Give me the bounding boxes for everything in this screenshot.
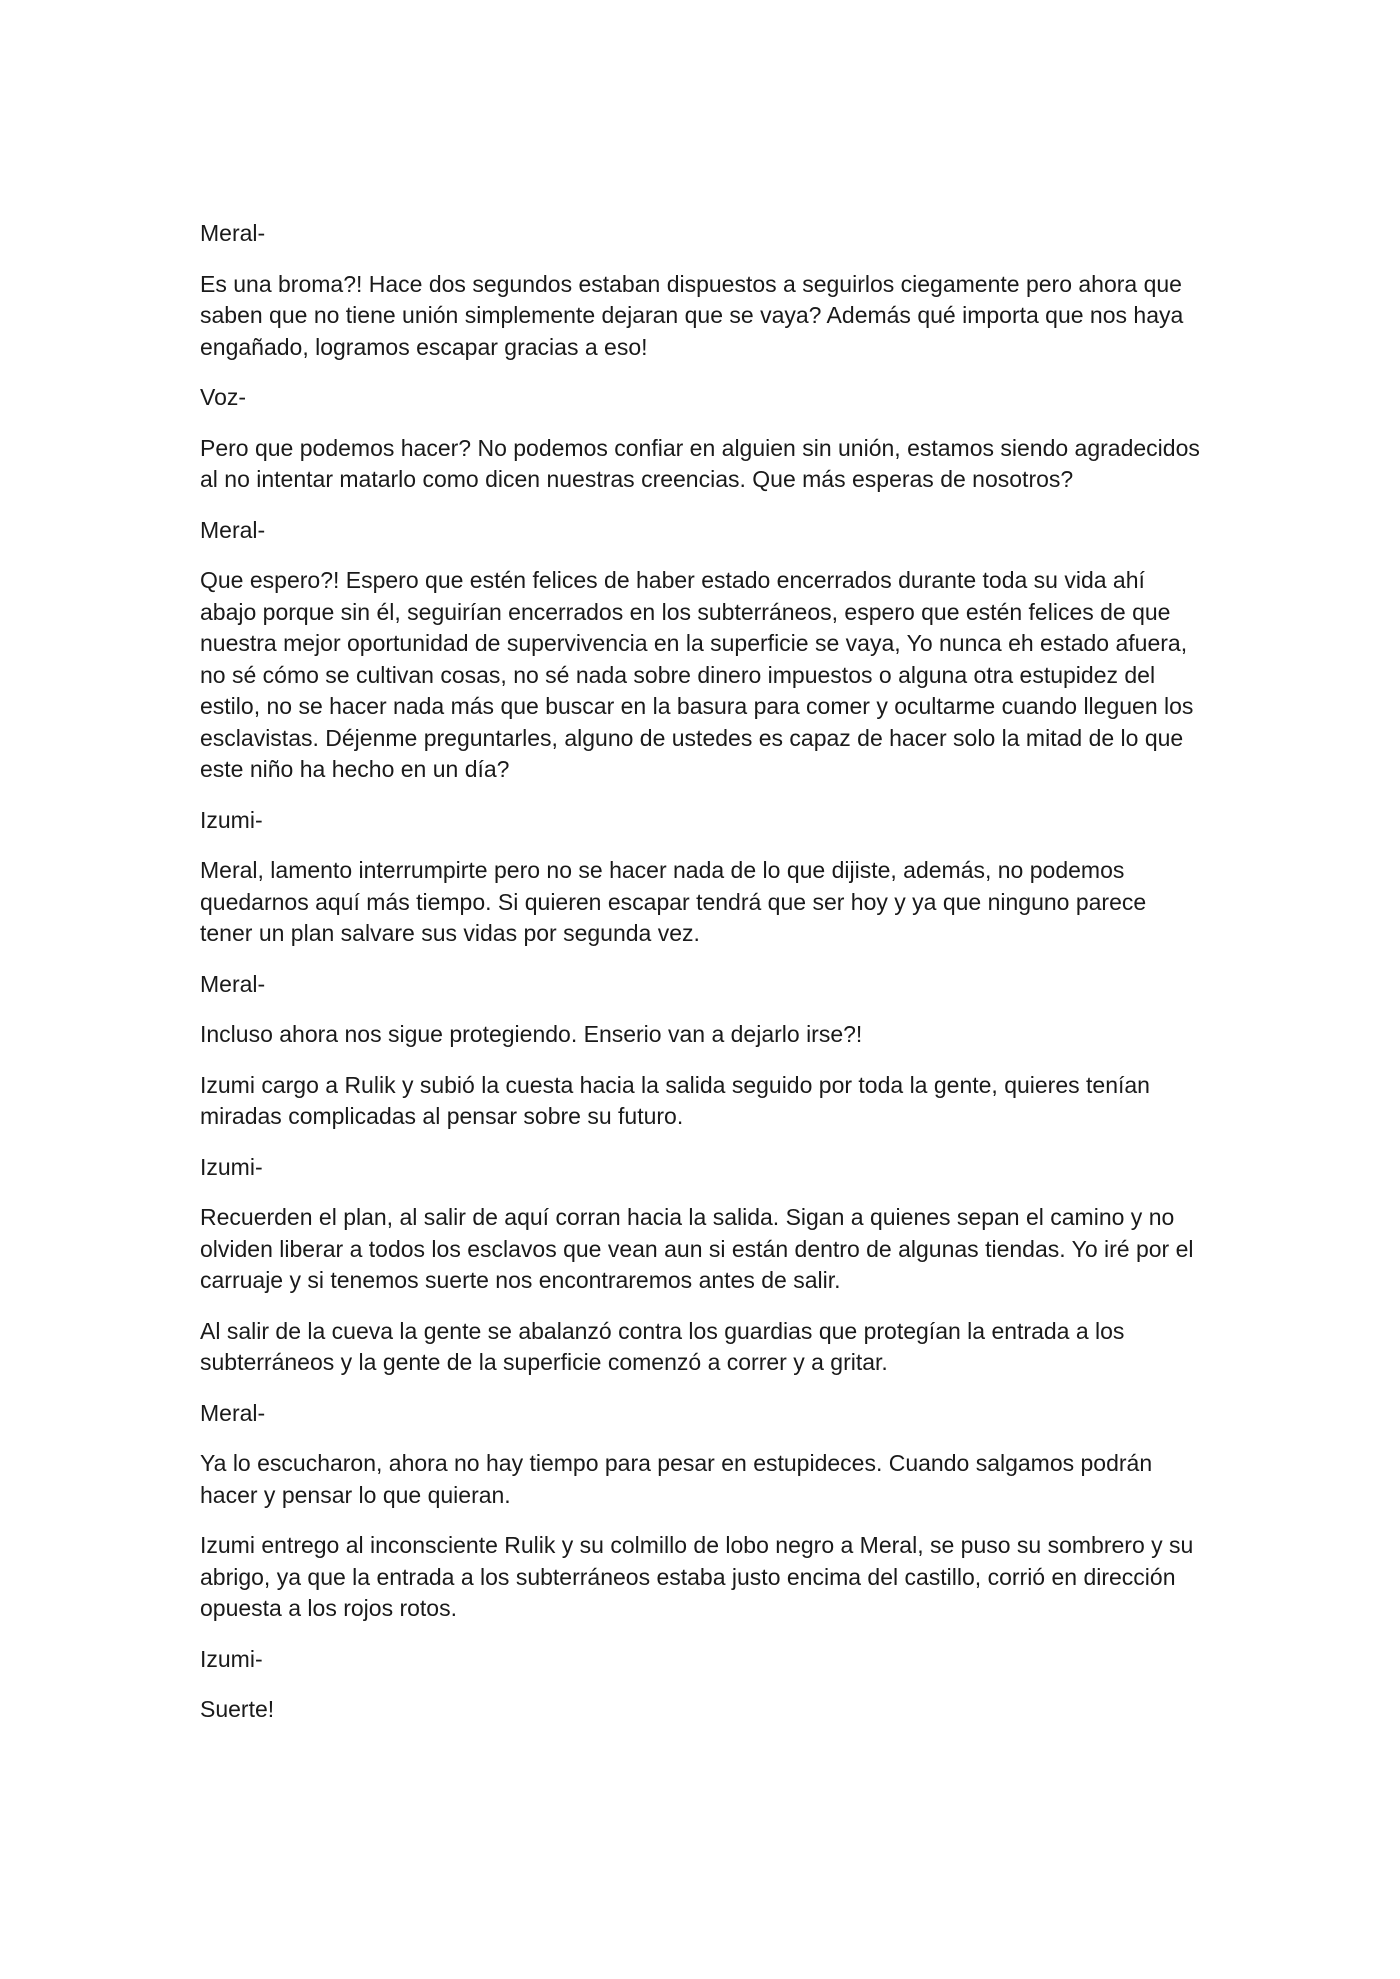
speaker-label: Meral- [200, 516, 266, 543]
dialogue-paragraph: Ya lo escucharon, ahora no hay tiempo para pesar en estupideces. Cuando salgamos podrán hacer y pensar lo que quieran. [200, 1450, 1153, 1508]
speaker-label: Izumi- [200, 806, 263, 833]
dialogue-paragraph: Que espero?! Espero que estén felices de haber estado encerrados durante toda su vida ahí abajo porque sin él, seguirían encerrados en los subterráneos, espero que estén felices de que nuestra mejor oportunidad de supervivencia en la superficie se vaya, Yo nunca eh estado afuera, no sé cómo se cultivan cosas, no sé nada sobre dinero impuestos o alguna otra estupidez del estilo, no se hacer nada más que buscar en la basura para comer y ocultarme cuando lleguen los esclavistas. Déjenme preguntarles, alguno de ustedes es capaz de hacer solo la mitad de lo que este niño ha hecho en un día? [200, 567, 1194, 782]
speaker-label: Voz- [200, 384, 247, 410]
narration-paragraph: Izumi cargo a Rulik y subió la cuesta hacia la salida seguido por toda la gente, quieres tenían miradas complicadas al pensar sobre su futuro. [200, 1071, 1150, 1129]
dialogue-paragraph: Recuerden el plan, al salir de aquí corran hacia la salida. Sigan a quienes sepan el camino y no olviden liberar a todos los esclavos que vean aun si están dentro de algunas tiendas. Yo iré por el carruaje y si tenemos suerte nos encontraremos antes de salir. [200, 1204, 1194, 1293]
speaker-label: Meral- [200, 1399, 266, 1426]
document-body [200, 218, 1200, 1745]
dialogue-paragraph: Meral, lamento interrumpirte pero no se hacer nada de lo que dijiste, además, no podemos quedarnos aquí más tiempo. Si quieren escapar tendrá que ser hoy y ya que ninguno parece tener un plan salvare sus vidas por segunda vez. [200, 857, 1147, 946]
dialogue-paragraph: Incluso ahora nos sigue protegiendo. Enserio van a dejarlo irse?! [200, 1021, 863, 1047]
dialogue-paragraph: Pero que podemos hacer? No podemos confiar en alguien sin unión, estamos siendo agradecidos al no intentar matarlo como dicen nuestras creencias. Que más esperas de nosotros? [200, 434, 1200, 492]
dialogue-paragraph: Es una broma?! Hace dos segundos estaban dispuestos a seguirlos ciegamente pero ahora que saben que no tiene unión simplemente dejaran que se vaya? Además qué importa que nos haya engañado, logramos escapar gracias a eso! [200, 270, 1184, 360]
speaker-label: Izumi- [200, 1153, 263, 1180]
narration-paragraph: Izumi entrego al inconsciente Rulik y su colmillo de lobo negro a Meral, se puso su sombrero y su abrigo, ya que la entrada a los subterráneos estaba justo encima del castillo, corrió en dirección opuesta a los rojos rotos. [200, 1532, 1194, 1621]
speaker-label: Meral- [200, 970, 266, 997]
speaker-label: Meral- [200, 220, 266, 246]
speaker-label: Izumi- [200, 1645, 263, 1672]
dialogue-paragraph: Suerte! [200, 1696, 275, 1722]
narration-paragraph: Al salir de la cueva la gente se abalanzó contra los guardias que protegían la entrada a los subterráneos y la gente de la superficie comenzó a correr y a gritar. [200, 1317, 1125, 1375]
